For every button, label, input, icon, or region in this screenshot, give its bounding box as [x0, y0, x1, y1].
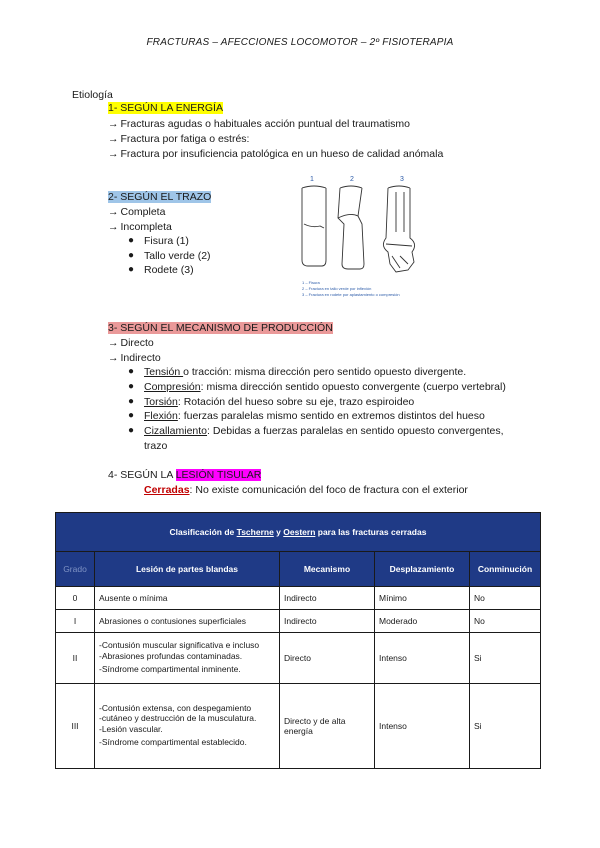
s1-item-2-text: Fractura por insuficiencia patológica en un hueso de calidad anómala: [120, 148, 444, 160]
s3-sub-3-rest: : fuerzas paralelas mismo sentido en extremos distintos del hueso: [177, 410, 485, 422]
cell-desplazamiento: Intenso: [375, 633, 470, 684]
col-header-mecanismo: Mecanismo: [280, 552, 375, 587]
arrow-icon: →: [108, 221, 119, 233]
bone-greenstick-drawing: [338, 186, 364, 269]
s3-sub-4: [128, 424, 504, 438]
s1-item-0: [108, 117, 410, 131]
s3-sub-4-term: Cizallamiento: [144, 425, 208, 437]
col-header-desplazamiento: Desplazamiento: [375, 552, 470, 587]
s1-item-1-text: Fractura por fatiga o estrés:: [120, 133, 250, 145]
bullet-icon: ●: [128, 366, 135, 377]
s3-sub-2-rest: : Rotación del hueso sobre su eje, trazo espiroideo: [177, 396, 415, 408]
cell-conminucion: No: [470, 587, 541, 610]
section-3-title: [108, 321, 333, 335]
s3-item-0: [108, 336, 154, 350]
s3-sub-2: [128, 395, 415, 409]
figure-label-3: 3: [400, 176, 404, 183]
cell-desplazamiento: Moderado: [375, 610, 470, 633]
bullet-icon: ●: [128, 264, 135, 275]
s2-item-1: [108, 220, 172, 234]
s1-item-1: [108, 132, 249, 146]
bullet-icon: ●: [128, 410, 135, 421]
s3-sub-3-term: Flexión: [144, 410, 178, 422]
tscherne-classification-table: [55, 512, 541, 769]
bullet-icon: ●: [128, 425, 135, 436]
figure-legend-1: 1 – Fisura: [302, 280, 320, 285]
s2-sub-0-text: Fisura (1): [144, 235, 189, 247]
bullet-icon: ●: [128, 235, 135, 246]
cell-grado: II: [56, 633, 95, 684]
lesion-line: -Contusión muscular significativa e incluso: [99, 640, 260, 650]
bone-fissure-drawing: [302, 186, 326, 266]
s3-sub-1-rest: : misma dirección sentido opuesto convergente (cuerpo vertebral): [200, 381, 506, 393]
col-header-conminucion: Conminución: [470, 552, 541, 587]
s2-sub-1: [128, 249, 211, 263]
arrow-icon: →: [108, 148, 119, 160]
lesion-line: -cutáneo y destrucción de la musculatura.: [99, 713, 257, 723]
cell-lesion: Ausente o mínima: [95, 587, 280, 610]
section-4-title: [108, 468, 261, 482]
table-header-row: [56, 552, 541, 587]
bullet-icon: ●: [128, 381, 135, 392]
col-header-lesion: Lesión de partes blandas: [95, 552, 280, 587]
table-title: Clasificación de Tscherne y Oestern para las fracturas cerradas: [56, 513, 541, 552]
lesion-line: -Síndrome compartimental establecido.: [99, 737, 247, 747]
cerradas-line: [144, 483, 468, 497]
fracture-illustration: [296, 172, 426, 304]
oestern-link: Oestern: [283, 527, 316, 537]
s1-item-0-text: Fracturas agudas o habituales acción puntual del traumatismo: [120, 118, 410, 130]
cell-conminucion: Si: [470, 684, 541, 769]
lesion-line: -Síndrome compartimental inminente.: [99, 664, 241, 674]
etiologia-heading: Etiología: [72, 89, 113, 101]
cell-desplazamiento: Intenso: [375, 684, 470, 769]
cell-lesion: [95, 633, 280, 684]
s3-sub-1: [128, 380, 506, 394]
s3-sub-4-rest: : Debidas a fuerzas paralelas en sentido opuesto convergentes,: [207, 425, 504, 437]
s3-sub-0: [128, 365, 467, 379]
cell-desplazamiento: Mínimo: [375, 587, 470, 610]
table-row: [56, 587, 541, 610]
cell-conminucion: No: [470, 610, 541, 633]
s2-item-0: [108, 205, 165, 219]
s2-sub-1-text: Tallo verde (2): [144, 250, 211, 262]
cell-lesion: [95, 684, 280, 769]
s3-sub-3: [128, 409, 485, 423]
figure-label-2: 2: [350, 176, 354, 183]
cell-mecanismo: Indirecto: [280, 587, 375, 610]
bullet-icon: ●: [128, 250, 135, 261]
s3-item-0-text: Directo: [120, 337, 154, 349]
table-row: [56, 633, 541, 684]
lesion-line: -Lesión vascular.: [99, 724, 163, 734]
section-4-highlight: LESIÓN TISULAR: [175, 469, 262, 481]
table-row: [56, 610, 541, 633]
cerradas-term: Cerradas: [144, 484, 190, 496]
section-4-prefix: 4- SEGÚN LA: [108, 469, 176, 481]
page-header: FRACTURAS – AFECCIONES LOCOMOTOR – 2º FISIOTERAPIA: [146, 37, 454, 48]
cell-grado: 0: [56, 587, 95, 610]
figure-legend-2: 2 – Fractura en tallo verde por inflexión: [302, 286, 372, 291]
fracture-types-figure: [296, 172, 426, 304]
cell-mecanismo: Directo y de alta energía: [280, 684, 375, 769]
s3-sub-4-cont: trazo: [144, 440, 168, 452]
s3-item-1-text: Indirecto: [120, 352, 161, 364]
s3-sub-0-term: Tensión: [144, 366, 184, 378]
s3-sub-0-rest: o tracción: misma dirección pero sentido opuesto divergente.: [183, 366, 467, 378]
arrow-icon: →: [108, 206, 119, 218]
arrow-icon: →: [108, 133, 119, 145]
cell-mecanismo: Indirecto: [280, 610, 375, 633]
s3-sub-2-term: Torsión: [144, 396, 178, 408]
arrow-icon: →: [108, 118, 119, 130]
cell-grado: III: [56, 684, 95, 769]
cerradas-rest: : No existe comunicación del foco de fractura con el exterior: [189, 484, 468, 496]
lesion-line: -Contusión extensa, con despegamiento: [99, 703, 252, 713]
s1-item-2: [108, 147, 443, 161]
tscherne-link: Tscherne: [236, 527, 274, 537]
s2-sub-2-text: Rodete (3): [144, 264, 194, 276]
section-1-title: [108, 101, 223, 115]
bone-buckle-drawing: [383, 186, 414, 272]
cell-grado: I: [56, 610, 95, 633]
figure-legend-3: 3 – Fractura en rodete por aplastamiento o compresión: [302, 292, 400, 297]
cell-conminucion: Si: [470, 633, 541, 684]
s3-sub-1-term: Compresión: [144, 381, 201, 393]
col-header-grado: Grado: [56, 552, 95, 587]
s2-item-0-text: Completa: [120, 206, 166, 218]
section-1-title-text: 1- SEGÚN LA ENERGÍA: [108, 102, 223, 114]
cell-lesion: Abrasiones o contusiones superficiales: [95, 610, 280, 633]
section-3-title-text: 3- SEGÚN EL MECANISMO DE PRODUCCIÓN: [108, 322, 333, 334]
table-row: [56, 684, 541, 769]
arrow-icon: →: [108, 352, 119, 364]
arrow-icon: →: [108, 337, 119, 349]
s2-item-1-text: Incompleta: [120, 221, 172, 233]
s2-sub-2: [128, 263, 194, 277]
figure-label-1: 1: [310, 176, 314, 183]
s2-sub-0: [128, 234, 189, 248]
cell-mecanismo: Directo: [280, 633, 375, 684]
lesion-line: -Abrasiones profundas contaminadas.: [99, 651, 243, 661]
section-2-title-text: 2- SEGÚN EL TRAZO: [108, 191, 212, 203]
s3-item-1: [108, 351, 161, 365]
bullet-icon: ●: [128, 396, 135, 407]
section-2-title: [108, 190, 211, 204]
